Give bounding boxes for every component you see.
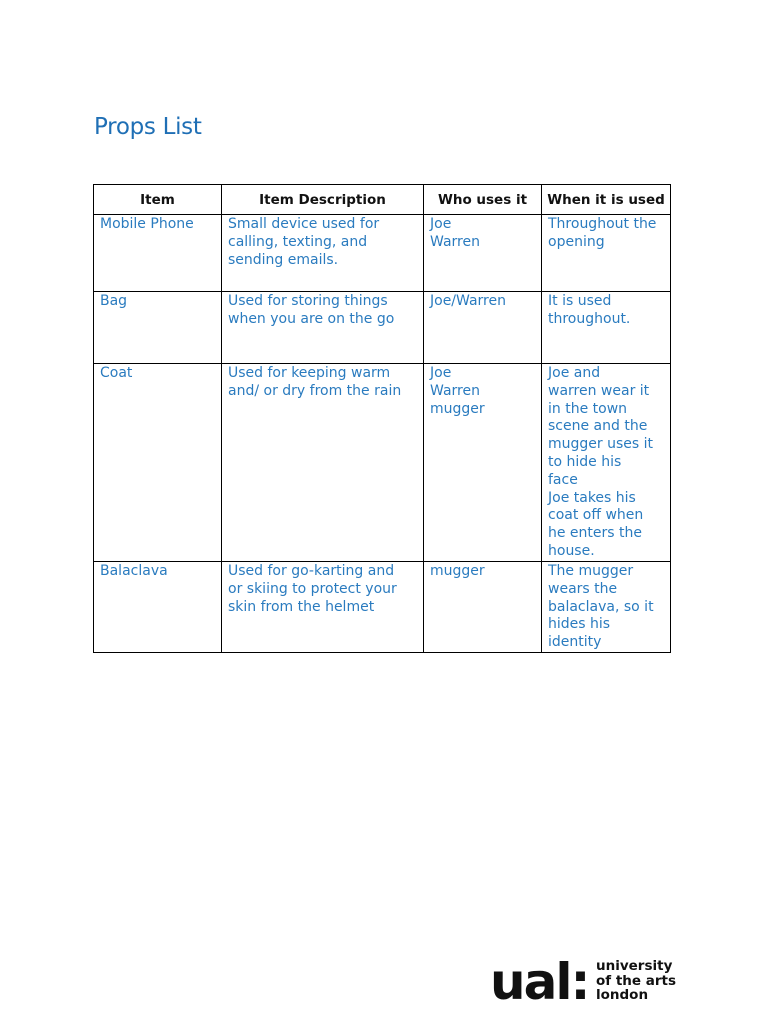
cell-who (424, 292, 542, 364)
cell-line: Mobile Phone (100, 216, 194, 232)
logo-line: university (596, 958, 673, 974)
cell-line: Small device used for (228, 216, 380, 232)
cell-line: The mugger (548, 563, 634, 579)
cell-item (94, 562, 222, 653)
table-row (94, 215, 671, 292)
cell-when (542, 292, 671, 364)
cell-line: Joe (430, 216, 452, 232)
table-header-row (94, 185, 671, 215)
cell-line: scene and the (548, 418, 648, 435)
table-row (94, 562, 671, 653)
cell-item (94, 292, 222, 364)
cell-line: face (548, 471, 578, 488)
cell-line: he enters the (548, 525, 643, 542)
cell-who (424, 215, 542, 292)
cell-line: Throughout the (548, 216, 657, 232)
cell-line: Used for go-karting and (228, 563, 395, 579)
cell-line: Joe and (548, 365, 601, 381)
cell-description (222, 364, 424, 562)
cell-line: Joe (430, 365, 452, 381)
cell-line: throughout. (548, 310, 631, 327)
cell-line: to hide his (548, 453, 622, 470)
cell-line: Joe/Warren (430, 293, 506, 309)
cell-line: Joe takes his (548, 489, 636, 506)
header-item-description: Item Description (222, 185, 424, 215)
cell-line: calling, texting, and (228, 233, 368, 250)
cell-description (222, 292, 424, 364)
cell-line: identity (548, 634, 602, 651)
table-row (94, 364, 671, 562)
header-when-it-is-used: When it is used (542, 185, 671, 215)
table-row (94, 292, 671, 364)
cell-line: balaclava, so it (548, 598, 654, 615)
cell-line: wears the (548, 580, 618, 597)
cell-line: warren wear it (548, 382, 650, 399)
cell-line: mugger uses it (548, 436, 654, 453)
ual-logo (490, 953, 690, 1011)
cell-line: opening (548, 233, 605, 250)
cell-line: Coat (100, 365, 133, 381)
cell-line: Bag (100, 293, 128, 309)
header-item: Item (94, 185, 222, 215)
cell-line: sending emails. (228, 251, 339, 268)
cell-line: Used for keeping warm (228, 365, 391, 381)
cell-line: or skiing to protect your (228, 580, 397, 597)
logo-wordmark (596, 959, 676, 1003)
cell-line: Used for storing things (228, 293, 388, 309)
cell-description (222, 215, 424, 292)
cell-line: hides his (548, 616, 611, 633)
logo-mark: ual: (490, 953, 589, 1011)
cell-line: mugger (430, 400, 485, 417)
cell-when (542, 215, 671, 292)
page-title: Props List (94, 114, 202, 140)
cell-line: when you are on the go (228, 310, 395, 327)
cell-description (222, 562, 424, 653)
logo-line: of the arts (596, 972, 677, 989)
cell-line: in the town (548, 400, 628, 417)
logo-line: london (596, 987, 649, 1003)
header-who-uses-it: Who uses it (424, 185, 542, 215)
cell-item (94, 364, 222, 562)
cell-when (542, 562, 671, 653)
cell-when (542, 364, 671, 562)
cell-who (424, 364, 542, 562)
cell-line: Warren (430, 233, 480, 250)
cell-line: coat off when (548, 507, 644, 524)
cell-line: Balaclava (100, 563, 168, 579)
cell-line: mugger (430, 563, 485, 579)
cell-line: house. (548, 542, 595, 559)
cell-who (424, 562, 542, 653)
props-table (93, 184, 671, 653)
cell-item (94, 215, 222, 292)
cell-line: and/ or dry from the rain (228, 382, 402, 399)
cell-line: Warren (430, 382, 480, 399)
cell-line: It is used (548, 293, 612, 309)
cell-line: skin from the helmet (228, 598, 375, 615)
